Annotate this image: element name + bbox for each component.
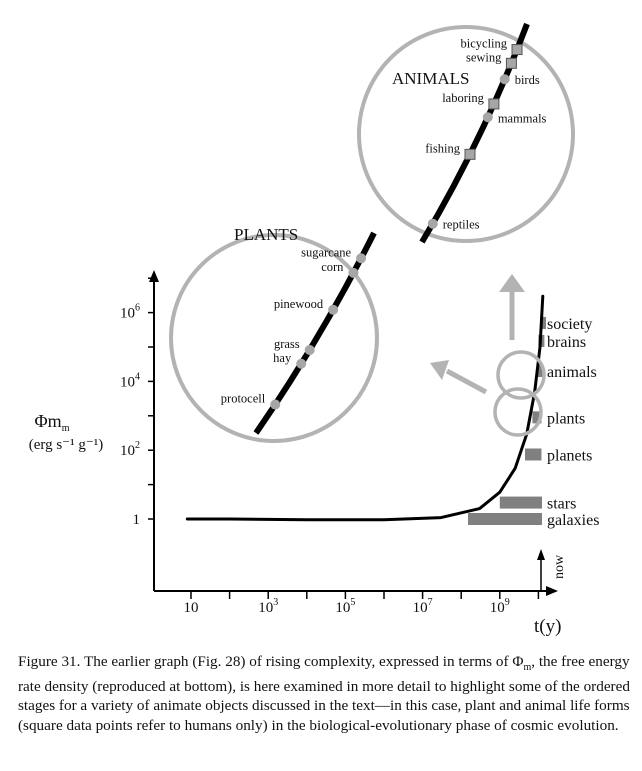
inset-label-hay: hay xyxy=(273,350,292,365)
inset-label-laboring: laboring xyxy=(442,90,484,105)
category-label-stars: stars xyxy=(547,495,577,513)
x-tick-label: $10^5$ xyxy=(335,597,356,616)
inset-point-mammals xyxy=(483,112,493,122)
inset-animals-title: ANIMALS xyxy=(392,69,470,88)
category-bar-stars xyxy=(500,497,542,509)
inset-point-hay xyxy=(296,359,306,369)
inset-label-corn: corn xyxy=(321,259,344,274)
inset-point-laboring xyxy=(489,99,499,109)
y-tick-label: $10^4$ xyxy=(120,371,140,391)
caption-text-2: , the free energy rate density (reproduced at bottom), is here examined in more detail to highlight some of the ordered stages for a variety of animate objects discussed in the text—in this case, plant and animal life forms (square data points refer to humans only) in the biological-evolutionary phase of cosmic evolution. xyxy=(18,653,630,734)
category-label-brains: brains xyxy=(547,333,587,351)
inset-label-birds: birds xyxy=(514,73,540,88)
category-bar-galaxies xyxy=(468,513,542,525)
x-ticks xyxy=(184,591,539,616)
zoom-arrow-animals-head xyxy=(499,274,525,292)
x-tick-label: $10^3$ xyxy=(258,597,279,616)
inset-point-protocell xyxy=(270,400,280,410)
inset-label-sewing: sewing xyxy=(465,50,502,65)
inset-point-sugarcane xyxy=(356,253,366,263)
now-arrow xyxy=(537,549,545,560)
inset-label-fishing: fishing xyxy=(425,141,460,156)
y-ticks xyxy=(120,278,154,528)
category-bar-planets xyxy=(525,448,541,460)
zoom-arrow-plants xyxy=(447,371,486,392)
caption-text-1: Figure 31. The earlier graph (Fig. 28) of rising complexity, expressed in terms of xyxy=(18,653,509,670)
y-tick-label: $10^6$ xyxy=(120,302,140,322)
inset-label-mammals: mammals xyxy=(497,111,547,126)
inset-point-bicycling xyxy=(512,45,522,55)
category-label-society: society xyxy=(547,315,593,333)
caption-symbol-sub: m xyxy=(523,662,532,674)
x-tick-label: $10^9$ xyxy=(489,597,510,616)
caption-symbol: Φ xyxy=(512,653,524,670)
inset-label-reptiles: reptiles xyxy=(442,217,480,232)
zoom-arrow-plants-head xyxy=(430,360,449,380)
inset-label-pinewood: pinewood xyxy=(273,296,324,311)
y-tick-label: $10^2$ xyxy=(120,440,140,460)
x-tick-label: 10 xyxy=(183,600,199,616)
inset-point-grass xyxy=(305,345,315,355)
category-label-plants: plants xyxy=(547,410,586,428)
inset-plants-title: PLANTS xyxy=(234,225,299,244)
figure-caption xyxy=(18,652,632,735)
y-axis-units: (erg s⁻¹ g⁻¹) xyxy=(28,437,104,453)
inset-point-reptiles xyxy=(428,219,438,229)
inset-label-protocell: protocell xyxy=(220,391,266,406)
inset-point-corn xyxy=(348,268,358,278)
y-axis-arrow xyxy=(149,270,159,282)
inset-label-grass: grass xyxy=(273,336,300,351)
now-label: now xyxy=(552,554,567,579)
inset-label-bicycling: bicycling xyxy=(460,36,508,51)
category-label-planets: planets xyxy=(547,447,593,465)
y-tick-label: 1 xyxy=(132,512,140,528)
inset-label-sugarcane: sugarcane xyxy=(301,245,352,260)
category-label-galaxies: galaxies xyxy=(547,512,600,529)
inset-point-sewing xyxy=(506,58,516,68)
category-label-animals: animals xyxy=(547,364,597,382)
inset-point-fishing xyxy=(465,149,475,159)
inset-point-birds xyxy=(500,74,510,84)
inset-point-pinewood xyxy=(328,305,338,315)
y-axis-label: $\Phi m_m$ xyxy=(34,411,70,434)
x-tick-label: $10^7$ xyxy=(412,597,433,616)
category-bars xyxy=(468,316,599,529)
x-axis-arrow xyxy=(546,586,558,596)
x-axis-label: t(y) xyxy=(534,616,562,637)
